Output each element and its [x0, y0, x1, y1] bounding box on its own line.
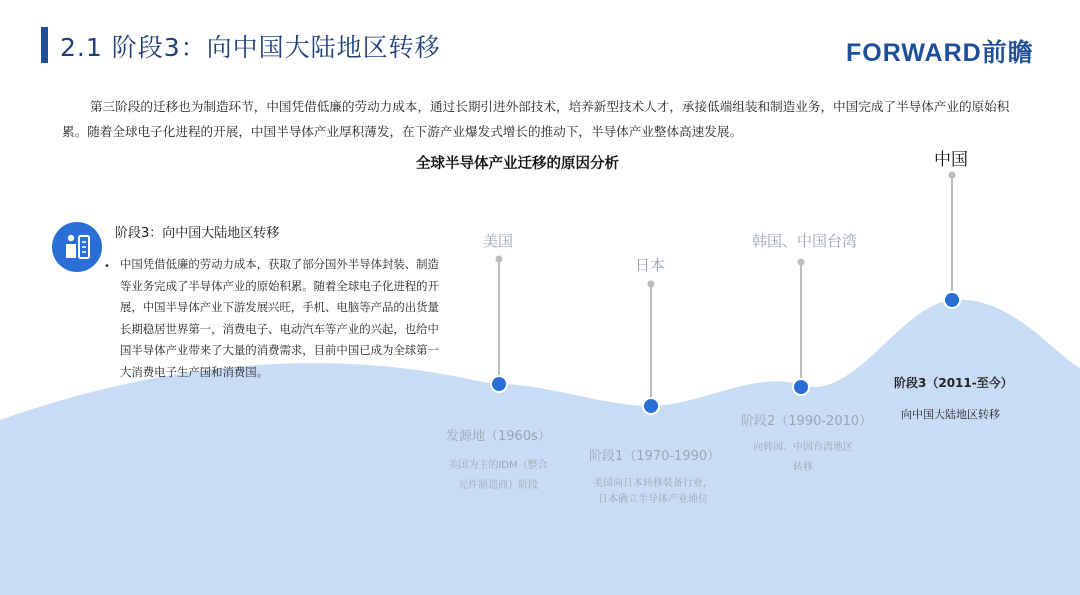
- stage-desc-line: 向韩国、中国台湾地区: [753, 442, 853, 453]
- stage-marker-japan: [643, 398, 659, 414]
- stage3-description: 中国凭借低廉的劳动力成本，获取了部分国外半导体封装、制造等业务完成了半导体产业的原始积累。随着全球电子化进程的开展，中国半导体产业下游发展兴旺，手机、电脑等产品的出货量长期稳居世界第一，消费电子、电动汽车等产业的兴起，也给中国半导体产业带来了大量的消费需求，目前中国已成为全球第一大消费电子生产国和消费国。: [120, 257, 439, 379]
- stage-marker-us: [491, 376, 507, 392]
- stage-desc-line: 美国为主的IDM（整合: [448, 460, 548, 471]
- brand-logo: FORWARD前瞻: [846, 39, 1034, 67]
- stage-desc-japan: [580, 476, 726, 508]
- stage3-heading: 阶段3：向中国大陆地区转移: [115, 226, 280, 241]
- chip-person-icon: [52, 222, 102, 272]
- stage-country-china: 中国: [934, 150, 968, 170]
- stage-top-dot-china: [949, 172, 956, 179]
- stage-country-us: 美国: [483, 232, 514, 250]
- stage-desc-us: [436, 456, 560, 496]
- page-title: 2.1 阶段3：向中国大陆地区转移: [60, 33, 441, 62]
- stage-top-dot-korea-taiwan: [798, 259, 805, 266]
- stage-desc-china: 向中国大陆地区转移: [901, 408, 1000, 421]
- stage-marker-china: [944, 292, 960, 308]
- stage-marker-korea-taiwan: [793, 379, 809, 395]
- stage-desc-line: 元件制造商）阶段: [458, 480, 538, 491]
- stage-desc-line: 日本确立半导体产业地位: [598, 494, 708, 505]
- stage-period-china: 阶段3（2011-至今）: [894, 376, 1013, 390]
- stage-period-japan: 阶段1（1970-1990）: [589, 449, 721, 464]
- intro-paragraph: 第三阶段的迁移也为制造环节，中国凭借低廉的劳动力成本，通过长期引进外部技术，培养新型技术人才，承接低端组装和制造业务，中国完成了半导体产业的原始积累。随着全球电子化进程的开展，中国半导体产业厚积薄发，在下游产业爆发式增长的推动下，半导体产业整体高速发展。: [62, 99, 1010, 139]
- stage-top-dot-us: [496, 256, 503, 263]
- stage-period-korea-taiwan: 阶段2（1990-2010）: [741, 414, 873, 429]
- stage-desc-korea-taiwan: [739, 438, 867, 478]
- stage-country-korea-taiwan: 韩国、中国台湾: [752, 232, 858, 250]
- bullet-dot-icon: •: [104, 261, 110, 272]
- diagram-title: 全球半导体产业迁移的原因分析: [416, 156, 619, 172]
- stage-country-japan: 日本: [635, 256, 666, 274]
- stage-desc-line: 转移: [793, 462, 813, 473]
- stage-top-dot-japan: [648, 281, 655, 288]
- stage-desc-line: 美国向日本转移装备行业，: [593, 478, 713, 489]
- stage-period-us: 发源地（1960s）: [446, 429, 551, 444]
